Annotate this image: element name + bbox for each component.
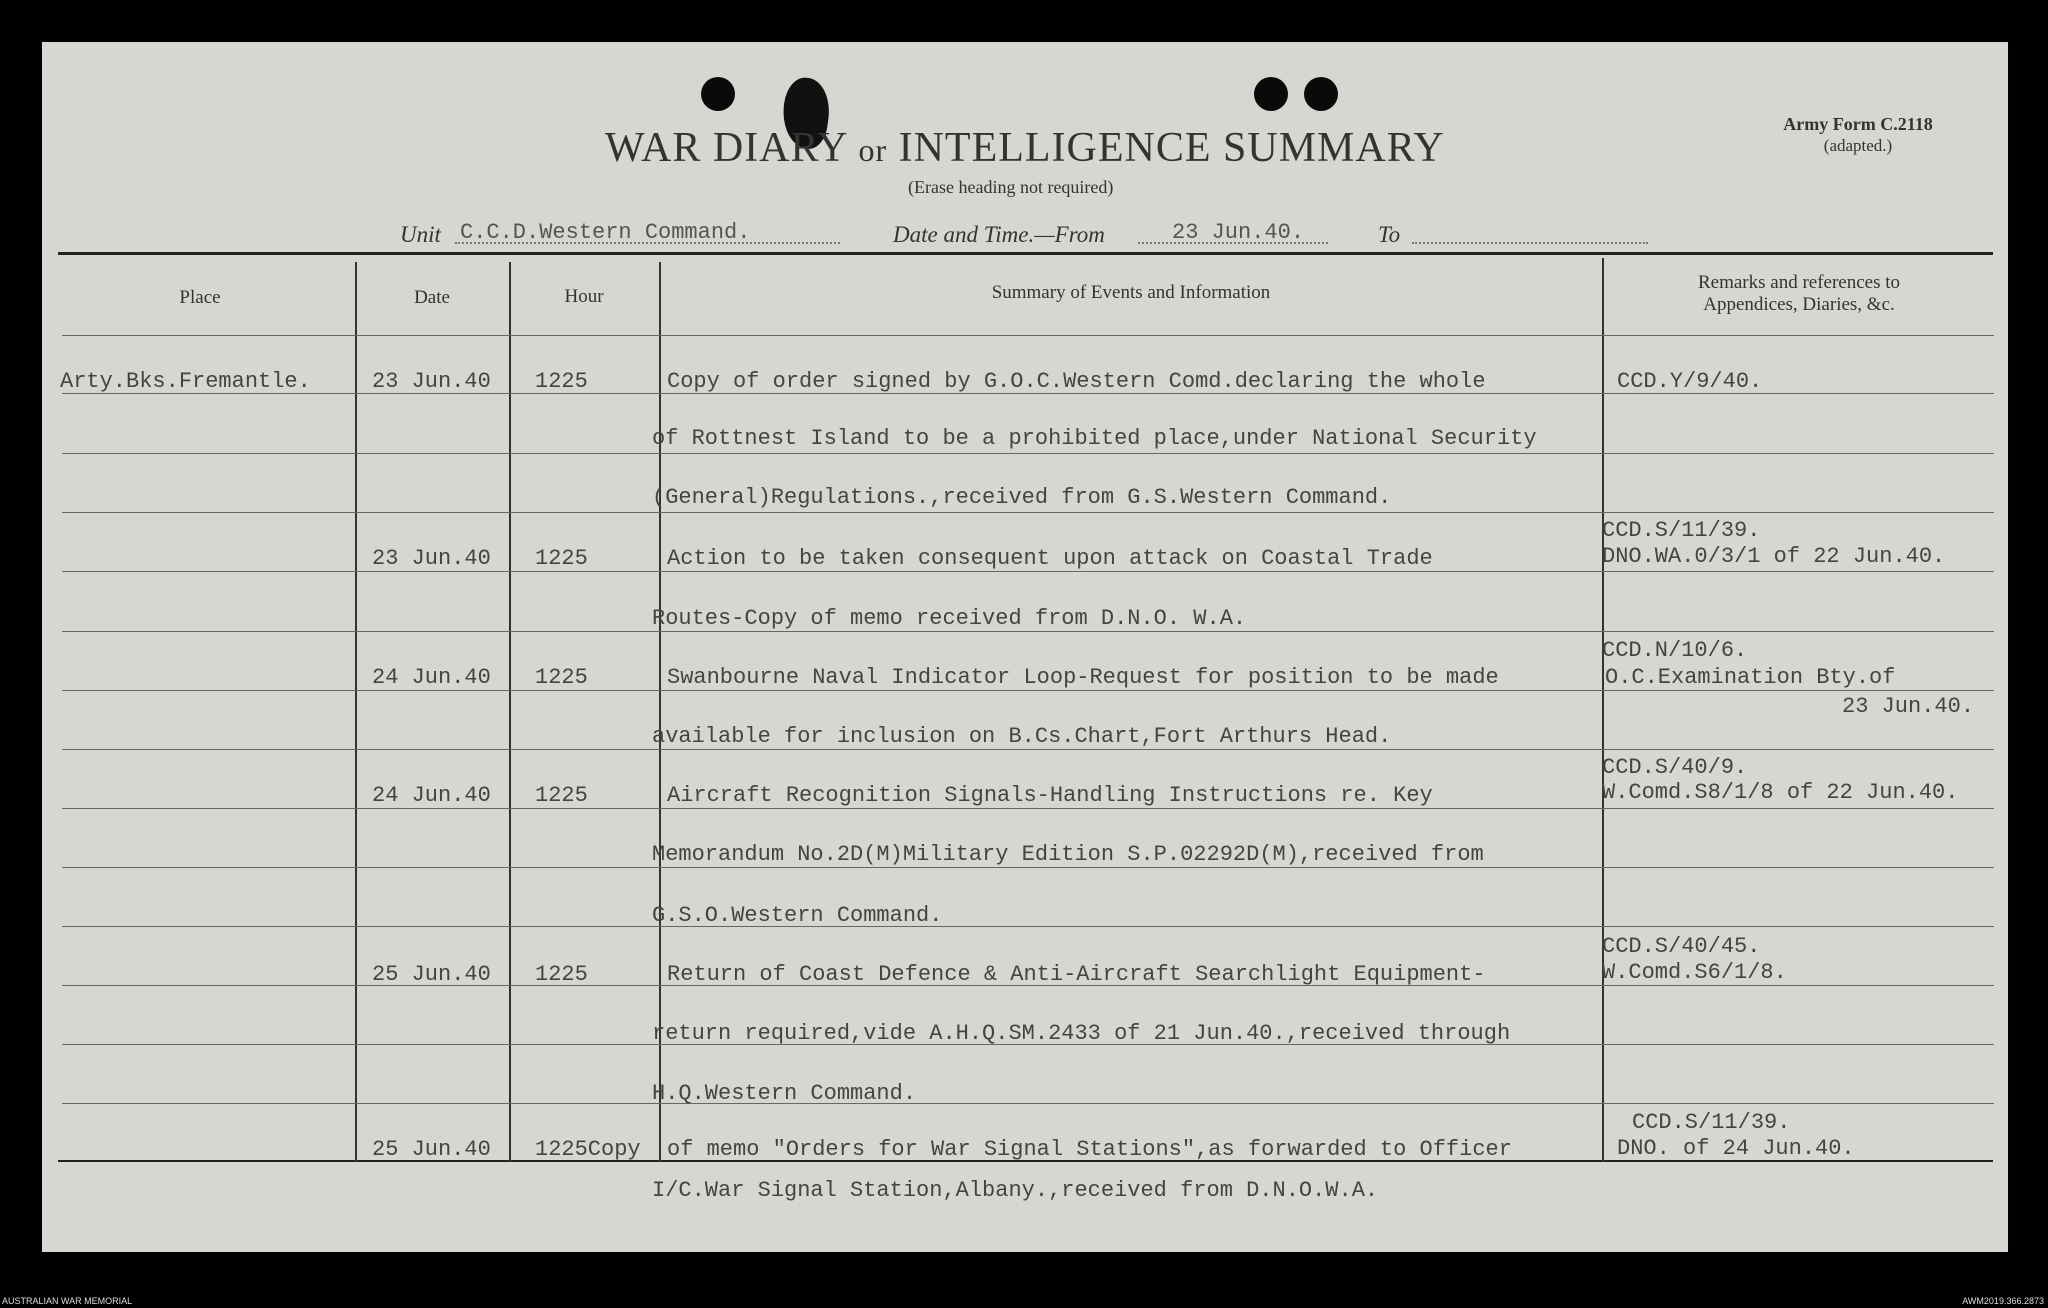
army-form-number: Army Form C.2118 — [1783, 114, 1933, 134]
entry-hour: 1225 — [535, 962, 588, 987]
entry-hour: 1225 — [535, 369, 588, 394]
entry-remark: 23 Jun.40. — [1842, 694, 1975, 719]
remarks-header-line-2: Appendices, Diaries, &c. — [1703, 294, 1895, 315]
unit-label: Unit — [400, 222, 441, 247]
entry-line: Swanbourne Naval Indicator Loop-Request for position to be made — [667, 665, 1499, 690]
column-divider — [355, 262, 357, 1162]
ruled-line — [62, 631, 1994, 632]
entry-remark: CCD.S/11/39. — [1632, 1110, 1791, 1135]
entry-remark: CCD.N/10/6. — [1602, 638, 1748, 663]
date-time-label: Date and Time.—From — [893, 222, 1105, 247]
ruled-line — [62, 453, 1994, 454]
unit-value: C.C.D.Western Command. — [460, 220, 751, 245]
column-header-remarks — [1604, 272, 1994, 316]
to-label: To — [1378, 222, 1401, 247]
entry-line: Aircraft Recognition Signals-Handling Instructions re. Key — [667, 783, 1433, 808]
entry-date: 25 Jun.40 — [372, 962, 491, 987]
entry-remark: DNO.WA.0/3/1 of 22 Jun.40. — [1602, 544, 1946, 569]
entry-line: (General)Regulations.,received from G.S.Western Command. — [652, 485, 1392, 510]
punch-hole — [1254, 77, 1288, 111]
entry-date: 23 Jun.40 — [372, 546, 491, 571]
ruled-line — [62, 749, 1994, 750]
entry-date: 23 Jun.40 — [372, 369, 491, 394]
entry-date: 25 Jun.40 — [372, 1137, 491, 1162]
erase-note: (Erase heading not required) — [908, 177, 1114, 197]
ruled-line — [62, 808, 1994, 809]
entry-line: of memo "Orders for War Signal Stations",as forwarded to Officer — [667, 1137, 1512, 1162]
ruled-line — [62, 512, 1994, 513]
entry-line: Routes-Copy of memo received from D.N.O. W.A. — [652, 606, 1247, 631]
entry-remark: W.Comd.S6/1/8. — [1602, 960, 1787, 985]
column-divider — [509, 262, 511, 1162]
army-form-id — [1768, 113, 1948, 157]
entry-line: H.Q.Western Command. — [652, 1081, 917, 1106]
footer-accession-number: AWM2019.366.2873 — [1962, 1296, 2044, 1306]
ruled-line — [62, 571, 1994, 572]
punch-hole — [1304, 77, 1338, 111]
entry-remark: DNO. of 24 Jun.40. — [1617, 1136, 1855, 1161]
column-header-summary: Summary of Events and Information — [991, 282, 1271, 303]
ruled-line — [62, 1103, 1994, 1104]
entry-hour: 1225Copy — [535, 1137, 641, 1162]
entry-line: of Rottnest Island to be a prohibited place,under National Security — [652, 426, 1537, 451]
entry-hour: 1225 — [535, 665, 588, 690]
column-header-place: Place — [179, 287, 221, 308]
title-or: or — [858, 132, 888, 168]
entry-line: Return of Coast Defence & Anti-Aircraft Searchlight Equipment- — [667, 962, 1486, 987]
entry-line: Memorandum No.2D(M)Military Edition S.P.02292D(M),received from — [652, 842, 1484, 867]
form-title — [605, 124, 1445, 172]
entry-remark: CCD.S/40/45. — [1602, 934, 1761, 959]
entry-date: 24 Jun.40 — [372, 665, 491, 690]
table-top-rule — [58, 252, 1993, 255]
ruled-line — [62, 926, 1994, 927]
entry-hour: 1225 — [535, 546, 588, 571]
ruled-line — [62, 690, 1994, 691]
remarks-header-line-1: Remarks and references to — [1697, 272, 1901, 293]
entry-line: return required,vide A.H.Q.SM.2433 of 21 Jun.40.,received through — [652, 1021, 1511, 1046]
title-war-diary: WAR DIARY — [605, 125, 847, 171]
entry-remark: O.C.Examination Bty.of — [1605, 665, 1896, 690]
entry-line: available for inclusion on B.Cs.Chart,Fort Arthurs Head. — [652, 724, 1392, 749]
title-intelligence-summary: INTELLIGENCE SUMMARY — [898, 125, 1445, 171]
entry-remark: CCD.S/11/39. — [1602, 518, 1761, 543]
entry-date: 24 Jun.40 — [372, 783, 491, 808]
to-dotted-line — [1412, 242, 1648, 244]
entry-hour: 1225 — [535, 783, 588, 808]
entry-place: Arty.Bks.Fremantle. — [60, 369, 311, 394]
date-from-value: 23 Jun.40. — [1172, 220, 1305, 245]
entry-remark: CCD.S/40/9. — [1602, 755, 1748, 780]
entry-line: Action to be taken consequent upon attack on Coastal Trade — [667, 546, 1433, 571]
entry-remark: CCD.Y/9/40. — [1617, 369, 1763, 394]
ruled-line — [62, 867, 1994, 868]
column-header-hour: Hour — [564, 286, 604, 307]
entry-line: I/C.War Signal Station,Albany.,received from D.N.O.W.A. — [652, 1178, 1379, 1203]
column-header-date: Date — [414, 287, 450, 308]
army-form-adapted: (adapted.) — [1823, 136, 1893, 155]
entry-remark: W.Comd.S8/1/8 of 22 Jun.40. — [1602, 780, 1959, 805]
footer-institution: AUSTRALIAN WAR MEMORIAL — [2, 1296, 133, 1306]
entry-line: Copy of order signed by G.O.C.Western Comd.declaring the whole — [667, 369, 1486, 394]
ruled-line — [62, 335, 1994, 336]
punch-hole — [701, 77, 735, 111]
entry-line: G.S.O.Western Command. — [652, 903, 943, 928]
